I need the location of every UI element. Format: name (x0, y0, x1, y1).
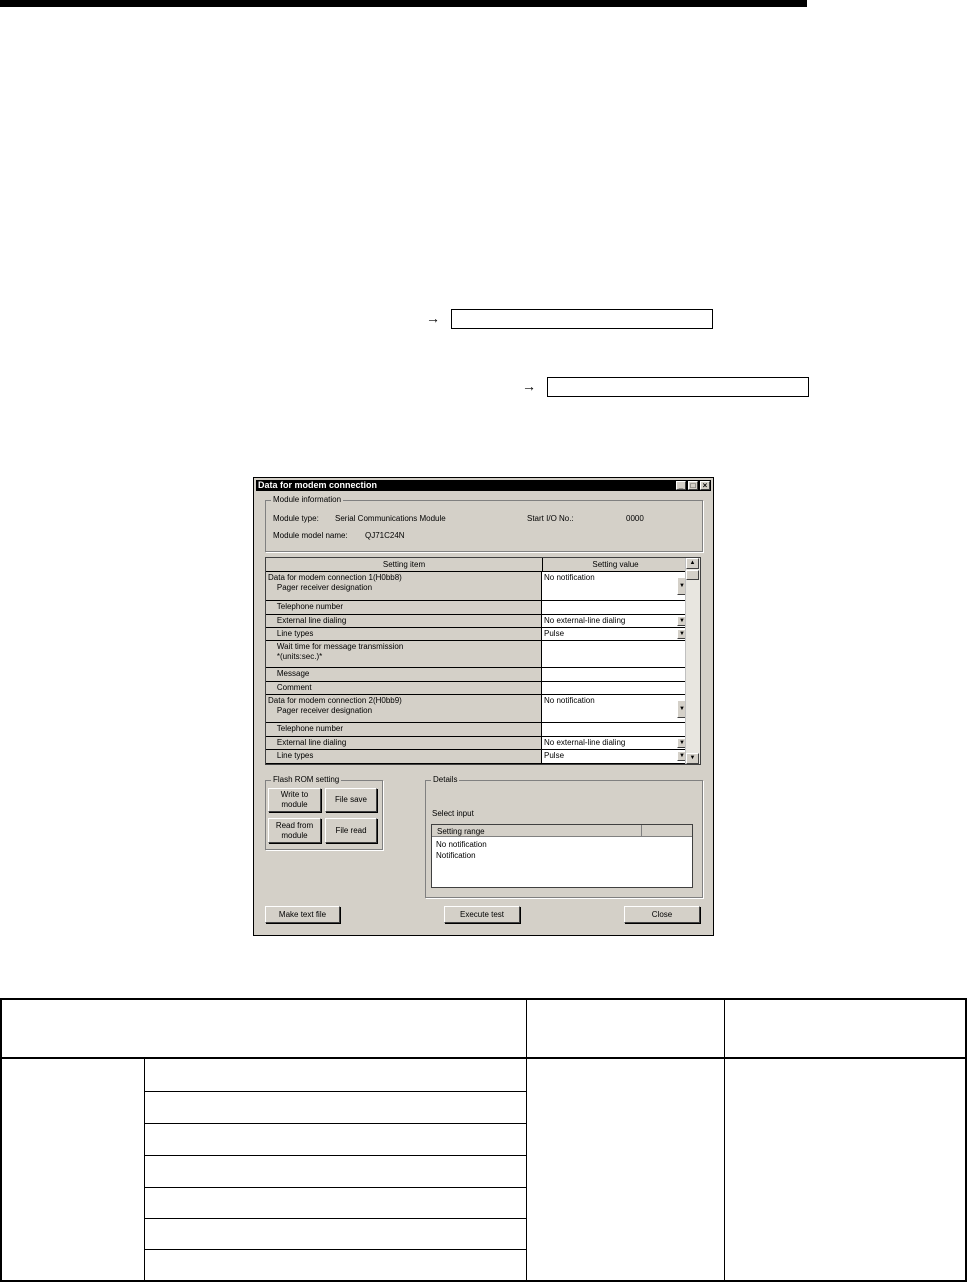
table-header-rule (2, 1057, 965, 1059)
setting-value-text: Pulse (544, 751, 565, 760)
execute-test-button[interactable]: Execute test (444, 906, 520, 923)
close-button[interactable]: Close (624, 906, 700, 923)
model-name-value: QJ71C24N (365, 531, 405, 540)
setting-item: Line types (266, 750, 542, 763)
setting-value[interactable] (542, 601, 688, 614)
setting-item: Line types (266, 628, 542, 640)
setting-item: External line dialing (266, 615, 542, 627)
setting-value[interactable] (542, 668, 688, 681)
list-item[interactable]: No notification (436, 840, 487, 849)
range-header: Setting range (437, 827, 485, 836)
setting-value[interactable] (542, 737, 688, 749)
grid-row[interactable] (266, 615, 688, 628)
model-name-label: Module model name: (273, 531, 348, 540)
dropdown-arrow-icon[interactable]: ▼ (677, 577, 687, 595)
module-information-group (265, 495, 703, 552)
setting-item: Comment (266, 682, 542, 694)
setting-value[interactable] (542, 695, 688, 722)
table-row (144, 1091, 526, 1092)
setting-value-text: No notification (544, 573, 595, 582)
scroll-thumb[interactable] (686, 570, 699, 580)
table-row (144, 1123, 526, 1124)
range-header-blank (642, 825, 692, 837)
start-io-value: 0000 (626, 514, 644, 523)
setting-value-text: Pulse (544, 629, 565, 638)
table-col-divider (526, 1000, 527, 1280)
setting-item: Message (266, 668, 542, 681)
maximize-icon[interactable]: □ (688, 481, 698, 490)
setting-value-text: No notification (544, 696, 595, 705)
setting-range-list[interactable] (431, 824, 693, 888)
setting-value[interactable] (542, 641, 688, 667)
setting-item: Telephone number (266, 601, 542, 614)
table-col-divider (724, 1000, 725, 1280)
settings-grid (265, 557, 701, 765)
setting-value[interactable] (542, 750, 688, 763)
grid-row[interactable] (266, 723, 688, 737)
table-col-divider (144, 1059, 145, 1280)
dialog-title: Data for modem connection (258, 480, 378, 490)
arrow-2: → (522, 378, 536, 394)
details-label: Details (433, 775, 458, 784)
table-row (144, 1249, 526, 1250)
grid-row[interactable] (266, 695, 688, 723)
dialog-title-bar[interactable] (256, 480, 711, 491)
col-setting-item[interactable]: Setting item (266, 558, 543, 572)
grid-row[interactable] (266, 628, 688, 641)
module-information-label: Module information (273, 495, 342, 504)
setting-value-text: No external-line dialing (544, 616, 626, 625)
setting-item: Wait time for message transmission *(units:sec.)* (266, 641, 542, 667)
page-header-rule (0, 0, 807, 7)
setting-item: Data for modem connection 1(H0bb8) Pager receiver designation (266, 572, 542, 600)
make-text-file-button[interactable]: Make text file (265, 906, 340, 923)
dropdown-arrow-icon[interactable]: ▼ (677, 616, 687, 626)
setting-item: Telephone number (266, 723, 542, 736)
arrow-1: → (426, 310, 440, 326)
flash-rom-label: Flash ROM setting (273, 775, 340, 784)
write-to-module-button[interactable]: Write to module (268, 788, 321, 812)
scroll-down-icon[interactable]: ▼ (686, 753, 699, 764)
minimize-icon[interactable]: _ (676, 481, 686, 490)
grid-row[interactable] (266, 737, 688, 750)
setting-value[interactable] (542, 628, 688, 640)
dropdown-arrow-icon[interactable]: ▼ (677, 629, 687, 639)
dropdown-arrow-icon[interactable]: ▼ (677, 738, 687, 748)
col-setting-value[interactable]: Setting value (543, 558, 688, 572)
grid-row[interactable] (266, 601, 688, 615)
list-item[interactable]: Notification (436, 851, 476, 860)
setting-value[interactable] (542, 682, 688, 694)
dropdown-arrow-icon[interactable]: ▼ (677, 751, 687, 761)
setting-item: External line dialing (266, 737, 542, 749)
table-row (144, 1155, 526, 1156)
grid-row[interactable] (266, 572, 688, 601)
module-type-value: Serial Communications Module (335, 514, 446, 523)
setting-item: Data for modem connection 2(H0bb9) Pager receiver designation (266, 695, 542, 722)
module-type-label: Module type: (273, 514, 319, 523)
setting-value[interactable] (542, 572, 688, 600)
close-icon[interactable]: × (700, 481, 710, 490)
grid-scrollbar[interactable] (685, 558, 700, 764)
table-row (144, 1187, 526, 1188)
table-row (144, 1218, 526, 1219)
dropdown-arrow-icon[interactable]: ▼ (677, 700, 687, 718)
scroll-up-icon[interactable]: ▲ (686, 558, 699, 569)
grid-row[interactable] (266, 750, 688, 764)
file-save-button[interactable]: File save (325, 788, 377, 812)
setting-value[interactable] (542, 615, 688, 627)
settings-table (0, 998, 967, 1282)
setting-value[interactable] (542, 723, 688, 736)
grid-row[interactable] (266, 668, 688, 682)
menu-path-box-1 (451, 309, 713, 329)
read-from-module-button[interactable]: Read from module (268, 818, 321, 843)
menu-path-box-2 (547, 377, 809, 397)
file-read-button[interactable]: File read (325, 818, 377, 843)
setting-value-text: No external-line dialing (544, 738, 626, 747)
grid-row[interactable] (266, 682, 688, 695)
range-header-cell (432, 825, 642, 837)
start-io-label: Start I/O No.: (527, 514, 574, 523)
select-input-label: Select input (432, 809, 474, 818)
grid-row[interactable] (266, 641, 688, 668)
